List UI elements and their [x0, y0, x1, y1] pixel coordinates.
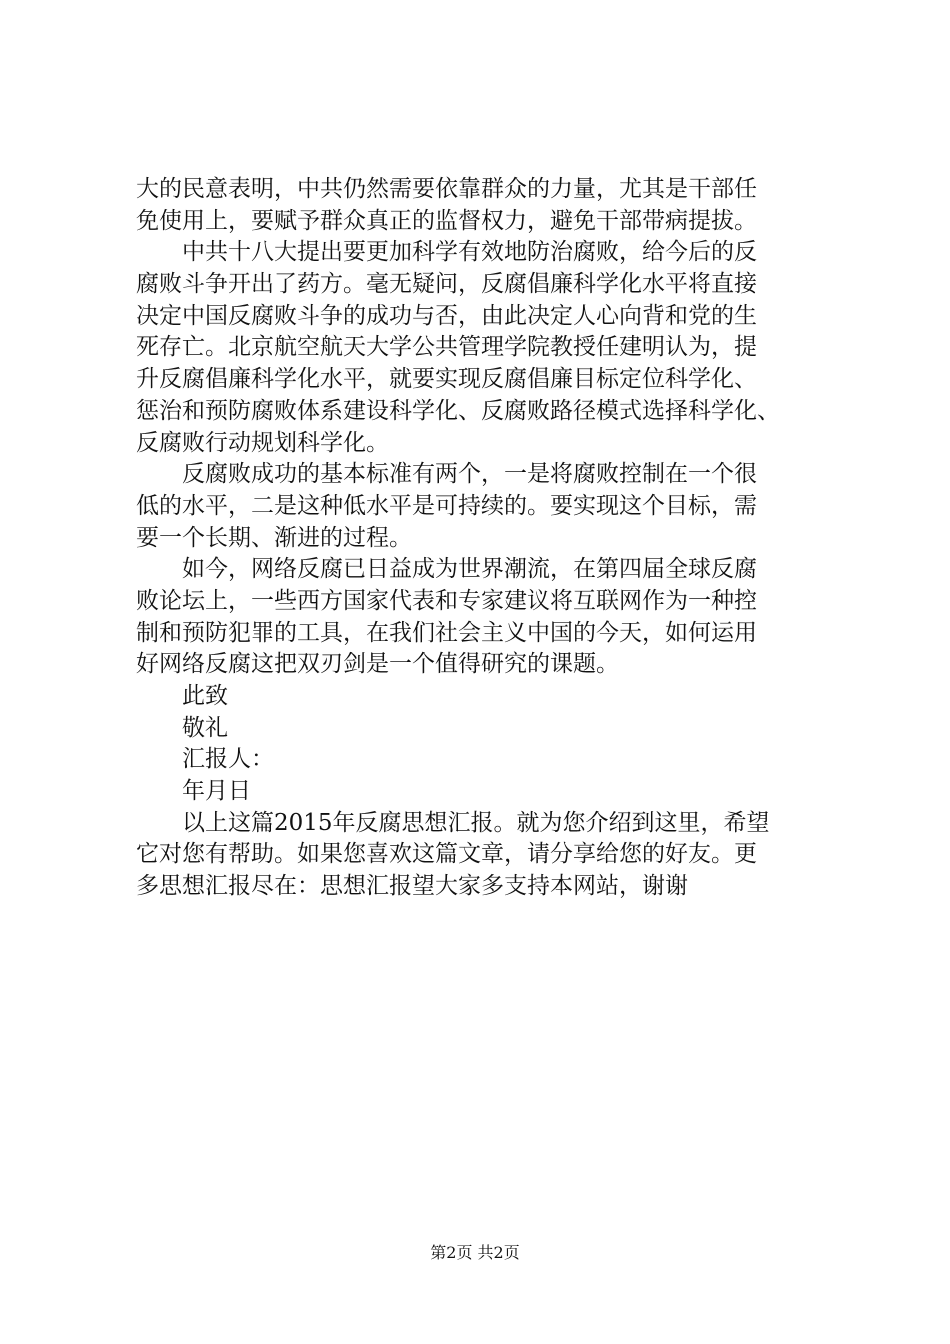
text-line: 要一个长期、渐进的过程。	[136, 524, 412, 551]
text-line: 中共十八大提出要更加科学有效地防治腐败，给今后的反	[182, 239, 757, 266]
text-line: 制和预防犯罪的工具，在我们社会主义中国的今天，如何运用	[136, 619, 757, 646]
date-label: 年月日	[182, 778, 251, 805]
text-line: 以上这篇2015年反腐思想汇报。就为您介绍到这里，希望	[182, 809, 770, 836]
text-line: 升反腐倡廉科学化水平，就要实现反腐倡廉目标定位科学化、	[136, 366, 757, 393]
text-line: 多思想汇报尽在：思想汇报望大家多支持本网站，谢谢	[136, 873, 688, 900]
document-body	[136, 174, 826, 903]
text-line: 低的水平，二是这种低水平是可持续的。要实现这个目标，需	[136, 492, 757, 519]
closing-regards: 敬礼	[182, 714, 228, 741]
text-line: 免使用上，要赋予群众真正的监督权力，避免干部带病提拔。	[136, 207, 757, 234]
text-line: 惩治和预防腐败体系建设科学化、反腐败路径模式选择科学化、	[136, 397, 780, 424]
text-line: 决定中国反腐败斗争的成功与否，由此决定人心向背和党的生	[136, 302, 757, 329]
closing-salutation: 此致	[182, 683, 228, 709]
page-number-footer: 第2页 共2页	[430, 1243, 520, 1262]
text-line: 如今，网络反腐已日益成为世界潮流，在第四届全球反腐	[182, 556, 757, 583]
text-line: 大的民意表明，中共仍然需要依靠群众的力量，尤其是干部任	[136, 176, 757, 202]
text-line: 反腐败成功的基本标准有两个，一是将腐败控制在一个很	[182, 461, 757, 488]
text-line: 好网络反腐这把双刃剑是一个值得研究的课题。	[136, 651, 619, 678]
text-line: 腐败斗争开出了药方。毫无疑问，反腐倡廉科学化水平将直接	[136, 271, 757, 298]
reporter-label: 汇报人：	[182, 746, 274, 773]
text-line: 败论坛上，一些西方国家代表和专家建议将互联网作为一种控	[136, 587, 757, 614]
text-line: 死存亡。北京航空航天大学公共管理学院教授任建明认为，提	[136, 334, 757, 361]
text-line: 反腐败行动规划科学化。	[136, 429, 389, 456]
text-line: 它对您有帮助。如果您喜欢这篇文章，请分享给您的好友。更	[136, 841, 757, 868]
